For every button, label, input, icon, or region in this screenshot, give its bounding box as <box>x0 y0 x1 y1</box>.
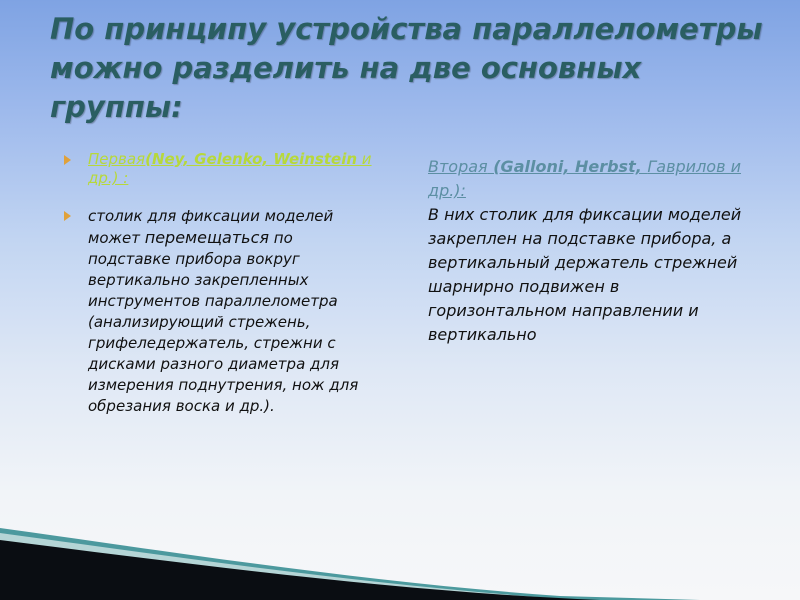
triangle-bullet-icon <box>64 155 71 165</box>
second-group-heading <box>428 155 748 203</box>
decorative-wave <box>0 500 800 600</box>
second-group-description: В них столик для фиксации моделей закреплен на подставке прибора, а вертикальный держатель стрежней шарнирно подвижен в горизонтальном направлении и вертикально <box>428 205 742 344</box>
first-group-label: Первая <box>88 150 146 168</box>
triangle-bullet-icon <box>64 211 71 221</box>
first-group-brands: (Ney, Gelenko, Weinstein <box>145 150 358 168</box>
bullet-item-first-description <box>62 206 372 417</box>
first-group-heading <box>88 150 372 188</box>
first-description-part2: по подставке прибора вокруг вертикально закрепленных инструментов параллелометра (анализирующий стрежень, грифеледержатель, стрежни с дисками разного диаметра для измерения поднутрения, нож для обрезания воска и др.). <box>88 229 359 415</box>
first-description-part1: столик для фиксации моделей может <box>88 207 334 247</box>
right-column <box>428 155 748 347</box>
second-group-etc: Гаврилов и др.): <box>428 157 742 200</box>
first-group-etc: и др.) : <box>88 150 372 187</box>
second-group-brands: (Galloni, Herbst, <box>487 157 648 176</box>
first-group-description <box>88 206 372 417</box>
bullet-item-first-group <box>62 150 372 188</box>
left-column <box>62 150 372 417</box>
second-group-label: Вторая <box>428 157 488 176</box>
first-description-emphasis: перемещаться <box>144 228 270 247</box>
slide-title: По принципу устройства параллелометры можно разделить на две основных группы: <box>50 12 763 124</box>
